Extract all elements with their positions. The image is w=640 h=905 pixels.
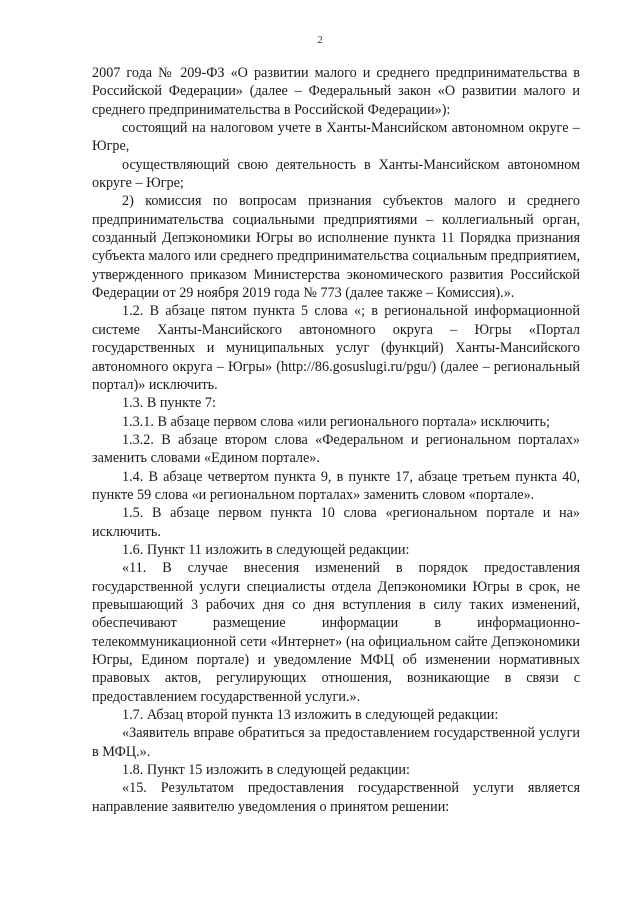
paragraph: 1.7. Абзац второй пункта 13 изложить в следующей редакции: [122,707,499,724]
paragraph: 1.6. Пункт 11 изложить в следующей редакции: [122,541,410,558]
paragraph: 1.5. В абзаце первом пункта 10 слова «региональном портале и на» исключить. [92,505,580,540]
paragraph: 1.3.1. В абзаце первом слова «или регионального портала» исключить; [122,413,550,430]
paragraph: «11. В случае внесения изменений в порядок предоставления государственной услуги специалисты отдела Депэкономики Югры в срок, не превышающий 3 рабочих дня со дня вступления в силу таких изменений, обеспечивают размещение информации в информационно-телекоммуникационной сети «Интернет» (на официальном сайте Депэкономики Югры, Едином портале) и уведомление МФЦ об изменении нормативных правовых актов, регулирующих отношения, возникающие в связи с предоставлением государственной услуги.». [92,560,580,705]
document-body [92,64,580,816]
paragraph: «Заявитель вправе обратиться за предоставлением государственной услуги в МФЦ.». [92,725,580,760]
paragraph: 1.3.2. В абзаце втором слова «Федеральном и региональном порталах» заменить словами «Едином портале». [92,431,580,467]
paragraph: 2) комиссия по вопросам признания субъектов малого и среднего предпринимательства социальными предприятиями – коллегиальный орган, созданный Депэкономики Югры во исполнение пункта 11 Порядка признания субъекта малого или среднего предпринимательства социальным предприятием, утвержденного приказом Министерства экономического развития Российской Федерации от 29 ноября 2019 года № 773 (далее также – Комиссия).». [92,193,580,302]
paragraph: 2007 года № 209-ФЗ «О развитии малого и среднего предпринимательства в Российской Федерации» (далее – Федеральный закон «О развитии малого и среднего предпринимательства в Российской Федерации»): [92,65,580,118]
page-number: 2 [317,34,323,46]
paragraph: «15. Результатом предоставления государственной услуги является направление заявителю уведомления о принятом решении: [92,780,580,815]
paragraph: 1.8. Пункт 15 изложить в следующей редакции: [122,762,410,779]
paragraph: осуществляющий свою деятельность в Ханты-Мансийском автономном округе – Югре; [92,156,580,192]
paragraph: 1.4. В абзаце четвертом пункта 9, в пункте 17, абзаце третьем пункта 40, пункте 59 слова «и региональном порталах» заменить словом «портале». [92,468,580,503]
paragraph: 1.2. В абзаце пятом пункта 5 слова «; в региональной информационной системе Ханты-Мансийского автономного округа – Югры «Портал государственных и муниципальных услуг (функций) Ханты-Мансийского автономного округа – Югры» (http://86.gosuslugi.ru/pgu/) (далее – региональный портал)» исключить. [92,303,580,393]
paragraph: состоящий на налоговом учете в Ханты-Мансийском автономном округе – Югре, [92,120,580,155]
paragraph: 1.3. В пункте 7: [122,395,216,412]
